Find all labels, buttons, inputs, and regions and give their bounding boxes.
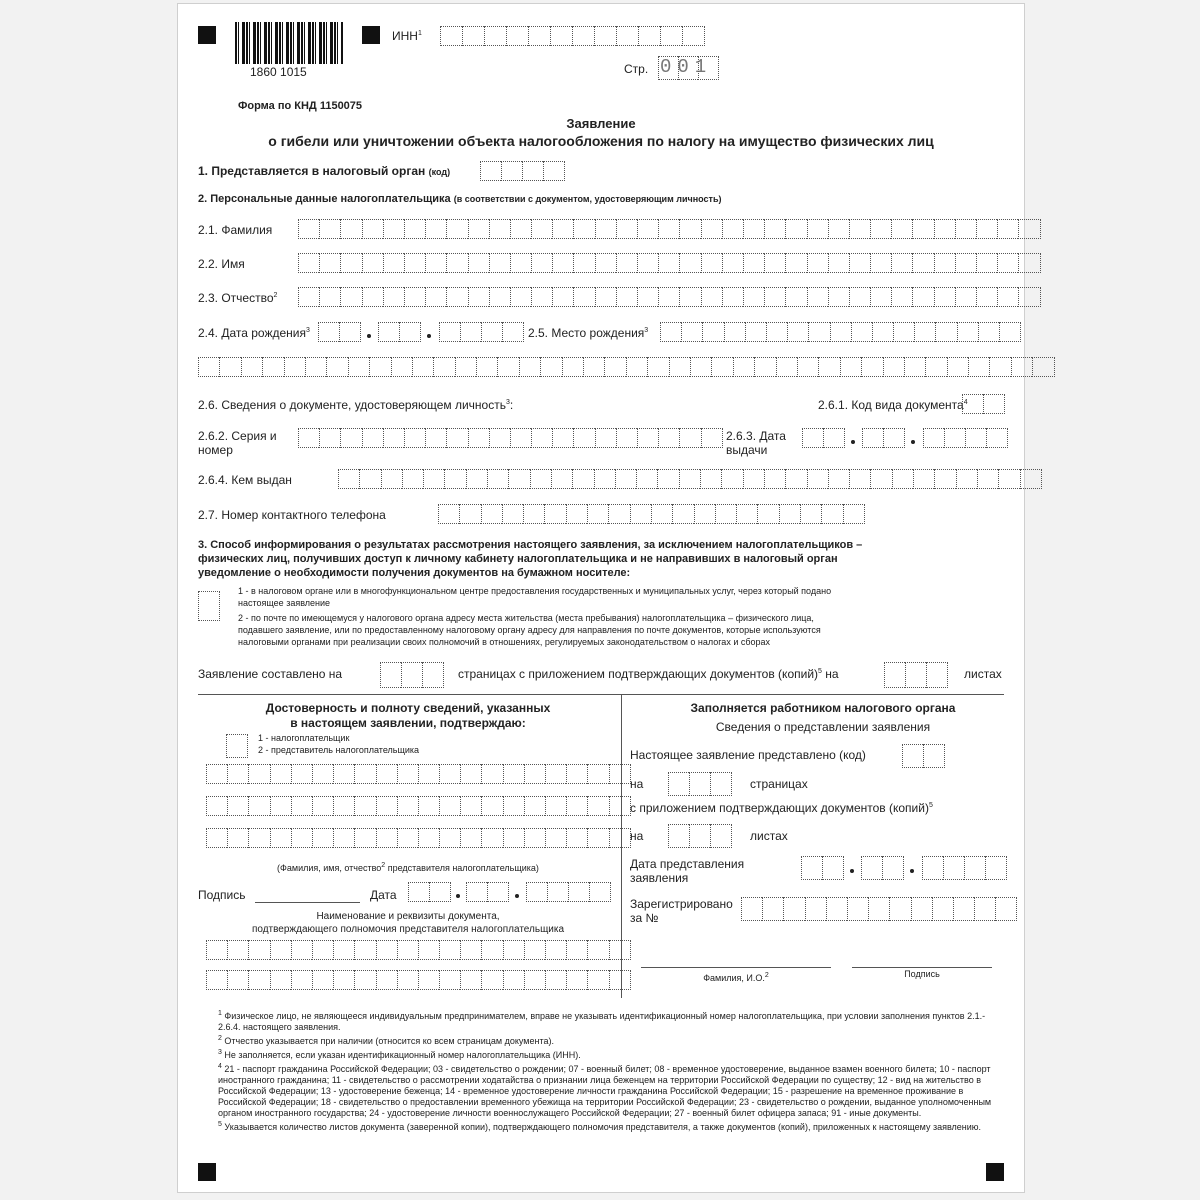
date-separator	[427, 334, 431, 338]
signature-line[interactable]	[255, 902, 360, 903]
corner-marker-bottom-right	[986, 1163, 1004, 1181]
date-separator	[850, 869, 854, 873]
birth-month-field[interactable]	[378, 322, 421, 342]
section1-label: 1. Представляется в налоговый орган (код)	[198, 164, 451, 178]
officer-fio-caption: Фамилия, И.О.$^2$	[703, 972, 769, 983]
doc-info-label: 2.6. Сведения о документе, удостоверяющем личность$^3$:	[198, 398, 514, 412]
date-label: Дата	[370, 888, 397, 902]
officer-pages-field[interactable]	[668, 772, 732, 796]
date-separator	[515, 894, 519, 898]
form-code: Форма по КНД 1150075	[238, 100, 363, 112]
corner-marker-bottom-left	[198, 1163, 216, 1181]
date-separator	[367, 334, 371, 338]
footnotes	[218, 1008, 1008, 1133]
representative-fio-line3[interactable]	[206, 828, 631, 848]
horizontal-divider	[198, 694, 1004, 695]
registered-label: Зарегистрировано за №	[630, 897, 733, 925]
birth-day-field[interactable]	[318, 322, 361, 342]
officer-sign-caption: Подпись	[904, 969, 940, 979]
on-label-2: на	[630, 829, 644, 843]
birth-year-field[interactable]	[439, 322, 524, 342]
authority-doc-caption: Наименование и реквизиты документа, подтверждающего полномочия представителя налогоплательщика	[251, 911, 565, 935]
footnote-2: $^2$ Отчество указывается при наличии (относится ко всем страницам документа).	[218, 1035, 554, 1046]
sign-month-field[interactable]	[466, 882, 509, 902]
birth-place-field[interactable]	[660, 322, 1021, 342]
notification-option-1: 1 - в налоговом органе или в многофункциональном центре предоставления государственных и муниципальных услуг, через который подано настоящее заявление	[238, 586, 832, 608]
sign-day-field[interactable]	[408, 882, 451, 902]
pages-count-field[interactable]	[380, 662, 444, 688]
authority-doc-line1[interactable]	[206, 940, 631, 960]
pages-line-part1: Заявление составлено на	[198, 667, 343, 681]
issue-month-field[interactable]	[862, 428, 905, 448]
notification-option-2: 2 - по почте по имеющемуся у налогового органа адресу места жительства (места пребывания) налогоплательщика – физического лица, подавшего заявление, или по предоставленному налоговому органу адресу для направления по почте документов, которые используются налоговыми органами при реализации своих полномочий в отношениях, регулируемых законодательством о налогах и сборах	[238, 613, 821, 647]
on-label: на	[630, 777, 644, 791]
corner-marker-top-center	[362, 26, 380, 44]
notification-method-field[interactable]	[198, 591, 220, 621]
pages-label: страницах	[750, 777, 808, 791]
submission-year-field[interactable]	[922, 856, 1007, 880]
officer-fio-line[interactable]	[641, 967, 831, 968]
name-field[interactable]	[298, 253, 1041, 273]
submission-day-field[interactable]	[801, 856, 844, 880]
birth-place-field-line2[interactable]	[198, 357, 1055, 377]
date-separator	[911, 440, 915, 444]
issued-by-label: 2.6.4. Кем выдан	[198, 473, 292, 487]
sheets-label: листах	[750, 829, 788, 843]
page-number-cells	[658, 56, 719, 80]
tax-office-code-field[interactable]	[480, 161, 565, 181]
phone-field[interactable]	[438, 504, 865, 524]
fio-caption: (Фамилия, имя, отчество$^2$ представителя налогоплательщика)	[277, 862, 539, 873]
section2-label: 2. Персональные данные налогоплательщика (в соответствии с документом, удостоверяющим личность)	[198, 193, 722, 205]
page-number: 001	[660, 56, 713, 78]
date-separator	[910, 869, 914, 873]
submission-info-heading: Сведения о представлении заявления	[715, 720, 931, 734]
inn-label: ИНН$^1$	[392, 29, 422, 43]
date-separator	[851, 440, 855, 444]
submission-month-field[interactable]	[861, 856, 904, 880]
series-number-field[interactable]	[298, 428, 723, 448]
with-docs-label: с приложением подтверждающих документов (копий)$^5$	[630, 801, 933, 815]
issued-by-field[interactable]	[338, 469, 1042, 489]
signature-label: Подпись	[198, 888, 246, 902]
form-page	[177, 3, 1025, 1193]
submission-date-label: Дата представления заявления	[630, 857, 745, 885]
birth-date-label: 2.4. Дата рождения$^3$	[198, 326, 310, 340]
issue-date-label: 2.6.3. Дата выдачи	[726, 429, 786, 457]
title-line1: Заявление	[566, 116, 636, 131]
barcode	[235, 22, 343, 64]
title-line2: о гибели или уничтожении объекта налогообложения по налогу на имущество физических лиц	[268, 133, 934, 149]
submitted-code-field[interactable]	[902, 744, 945, 768]
barcode-number: 1860 1015	[250, 65, 307, 79]
sign-year-field[interactable]	[526, 882, 611, 902]
name-label: 2.2. Имя	[198, 257, 245, 271]
registration-number-field[interactable]	[741, 897, 1017, 921]
footnote-5: $^5$ Указывается количество листов документа (заверенной копии), подтверждающего полномочия представителя, а также документов (копий), приложенных к настоящему заявлению.	[218, 1121, 982, 1132]
confirmer-options: 1 - налогоплательщик 2 - представитель налогоплательщика	[258, 733, 420, 755]
pages-line-part2: страницах с приложением подтверждающих документов (копий)$^5$ на	[458, 667, 839, 681]
sheets-count-field[interactable]	[884, 662, 948, 688]
doc-code-field[interactable]	[962, 394, 1005, 414]
section3-text: 3. Способ информирования о результатах рассмотрения настоящего заявления, за исключением налогоплательщиков – физических лиц, получивших доступ к личному кабинету налогоплательщика и не направивших в налоговый орган уведомление о необходимости получения документов на бумажном носителе:	[198, 539, 863, 579]
issue-year-field[interactable]	[923, 428, 1008, 448]
doc-code-label: 2.6.1. Код вида документа$^4$	[818, 398, 968, 412]
corner-marker-top-left	[198, 26, 216, 44]
representative-fio-line2[interactable]	[206, 796, 631, 816]
tax-officer-heading: Заполняется работником налогового органа	[690, 701, 956, 715]
phone-label: 2.7. Номер контактного телефона	[198, 508, 386, 522]
page-label: Стр.	[624, 62, 649, 76]
issue-day-field[interactable]	[802, 428, 845, 448]
submitted-label: Настоящее заявление представлено (код)	[630, 748, 866, 762]
footnote-4: $^4$ 21 - паспорт гражданина Российской Федерации; 03 - свидетельство о рождении; 07 - военный билет; 08 - временное удостоверение, выданное взамен военного билета; 10 - паспорт иностранного гражданина; 11 - свидетельство о рассмотрении ходатайства о признании лица беженцем на территории Российской Федерации по существу; 12 - вид на жительство в Российской Федерации; 13 - удостоверение беженца; 14 - временное удостоверение личности гражданина Российской Федерации; 15 - разрешение на временное проживание в Российской Федерации; 18 - свидетельство о предоставлении временного убежища на территории Российской Федерации; 23 - свидетельство о рождении, выданное уполномоченным органом иностранного государства; 24 - удостоверение личности военнослужащего Российской Федерации; 27 - военный билет офицера запаса; 91 - иные документы.	[218, 1063, 992, 1118]
footnote-1: $^1$ Физическое лицо, не являющееся индивидуальным предпринимателем, вправе не указывать идентификационный номер налогоплательщика, при условии заполнения пунктов 2.1.- 2.6.4. настоящего заявления.	[218, 1010, 986, 1032]
surname-field[interactable]	[298, 219, 1041, 239]
birth-place-label: 2.5. Место рождения$^3$	[528, 326, 649, 340]
date-separator	[456, 894, 460, 898]
confirmer-type-field[interactable]	[226, 734, 248, 758]
inn-field[interactable]	[440, 26, 705, 46]
representative-fio-line1[interactable]	[206, 764, 631, 784]
confirmation-heading: Достоверность и полноту сведений, указанных в настоящем заявлении, подтверждаю:	[265, 701, 551, 730]
patronymic-label: 2.3. Отчество$^2$	[198, 291, 278, 305]
patronymic-field[interactable]	[298, 287, 1041, 307]
footnote-3: $^3$ Не заполняется, если указан идентификационный номер налогоплательщика (ИНН).	[218, 1049, 581, 1060]
pages-line-part4: листах	[964, 667, 1002, 681]
officer-sheets-field[interactable]	[668, 824, 732, 848]
series-label: 2.6.2. Серия и номер	[198, 429, 277, 457]
authority-doc-line2[interactable]	[206, 970, 631, 990]
surname-label: 2.1. Фамилия	[198, 223, 273, 237]
